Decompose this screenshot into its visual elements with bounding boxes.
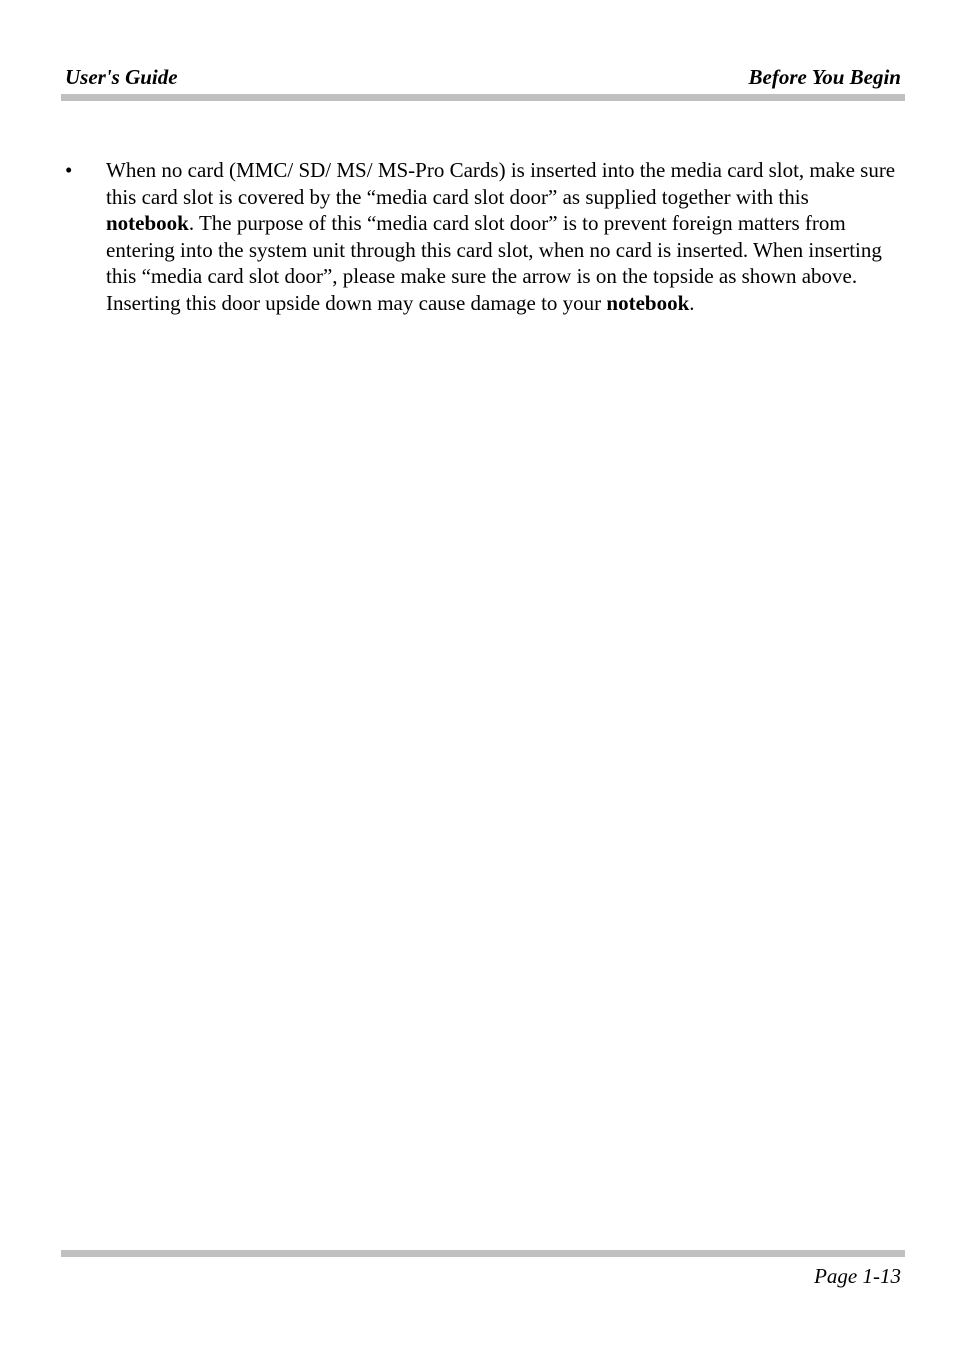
paragraph-text-1: When no card (MMC/ SD/ MS/ MS-Pro Cards) is inserted into the media card slot, make sure this card slot is covered by the “media card slot door” as supplied together with this — [106, 158, 896, 209]
header-guide-title: User's Guide — [65, 65, 178, 89]
paragraph-bold-notebook-1: notebook — [106, 211, 189, 236]
paragraph-text-3: . — [689, 290, 695, 315]
bullet-paragraph — [106, 157, 896, 317]
footer-rule — [61, 1250, 905, 1257]
page-header — [61, 62, 904, 92]
paragraph-text-2: . The purpose of this “media card slot door” is to prevent foreign matters from entering into the system unit through this card slot, when no card is inserted. When inserting this “media card slot door”, please make sure the arrow is on the topside as shown above. Inserting this door upside down may cause damage to your — [106, 211, 882, 315]
paragraph-bold-notebook-2: notebook — [606, 290, 690, 315]
header-rule — [61, 94, 905, 101]
bullet-icon: • — [65, 158, 73, 182]
header-section-title: Before You Begin — [748, 65, 901, 89]
page-number: Page 1-13 — [814, 1264, 901, 1288]
